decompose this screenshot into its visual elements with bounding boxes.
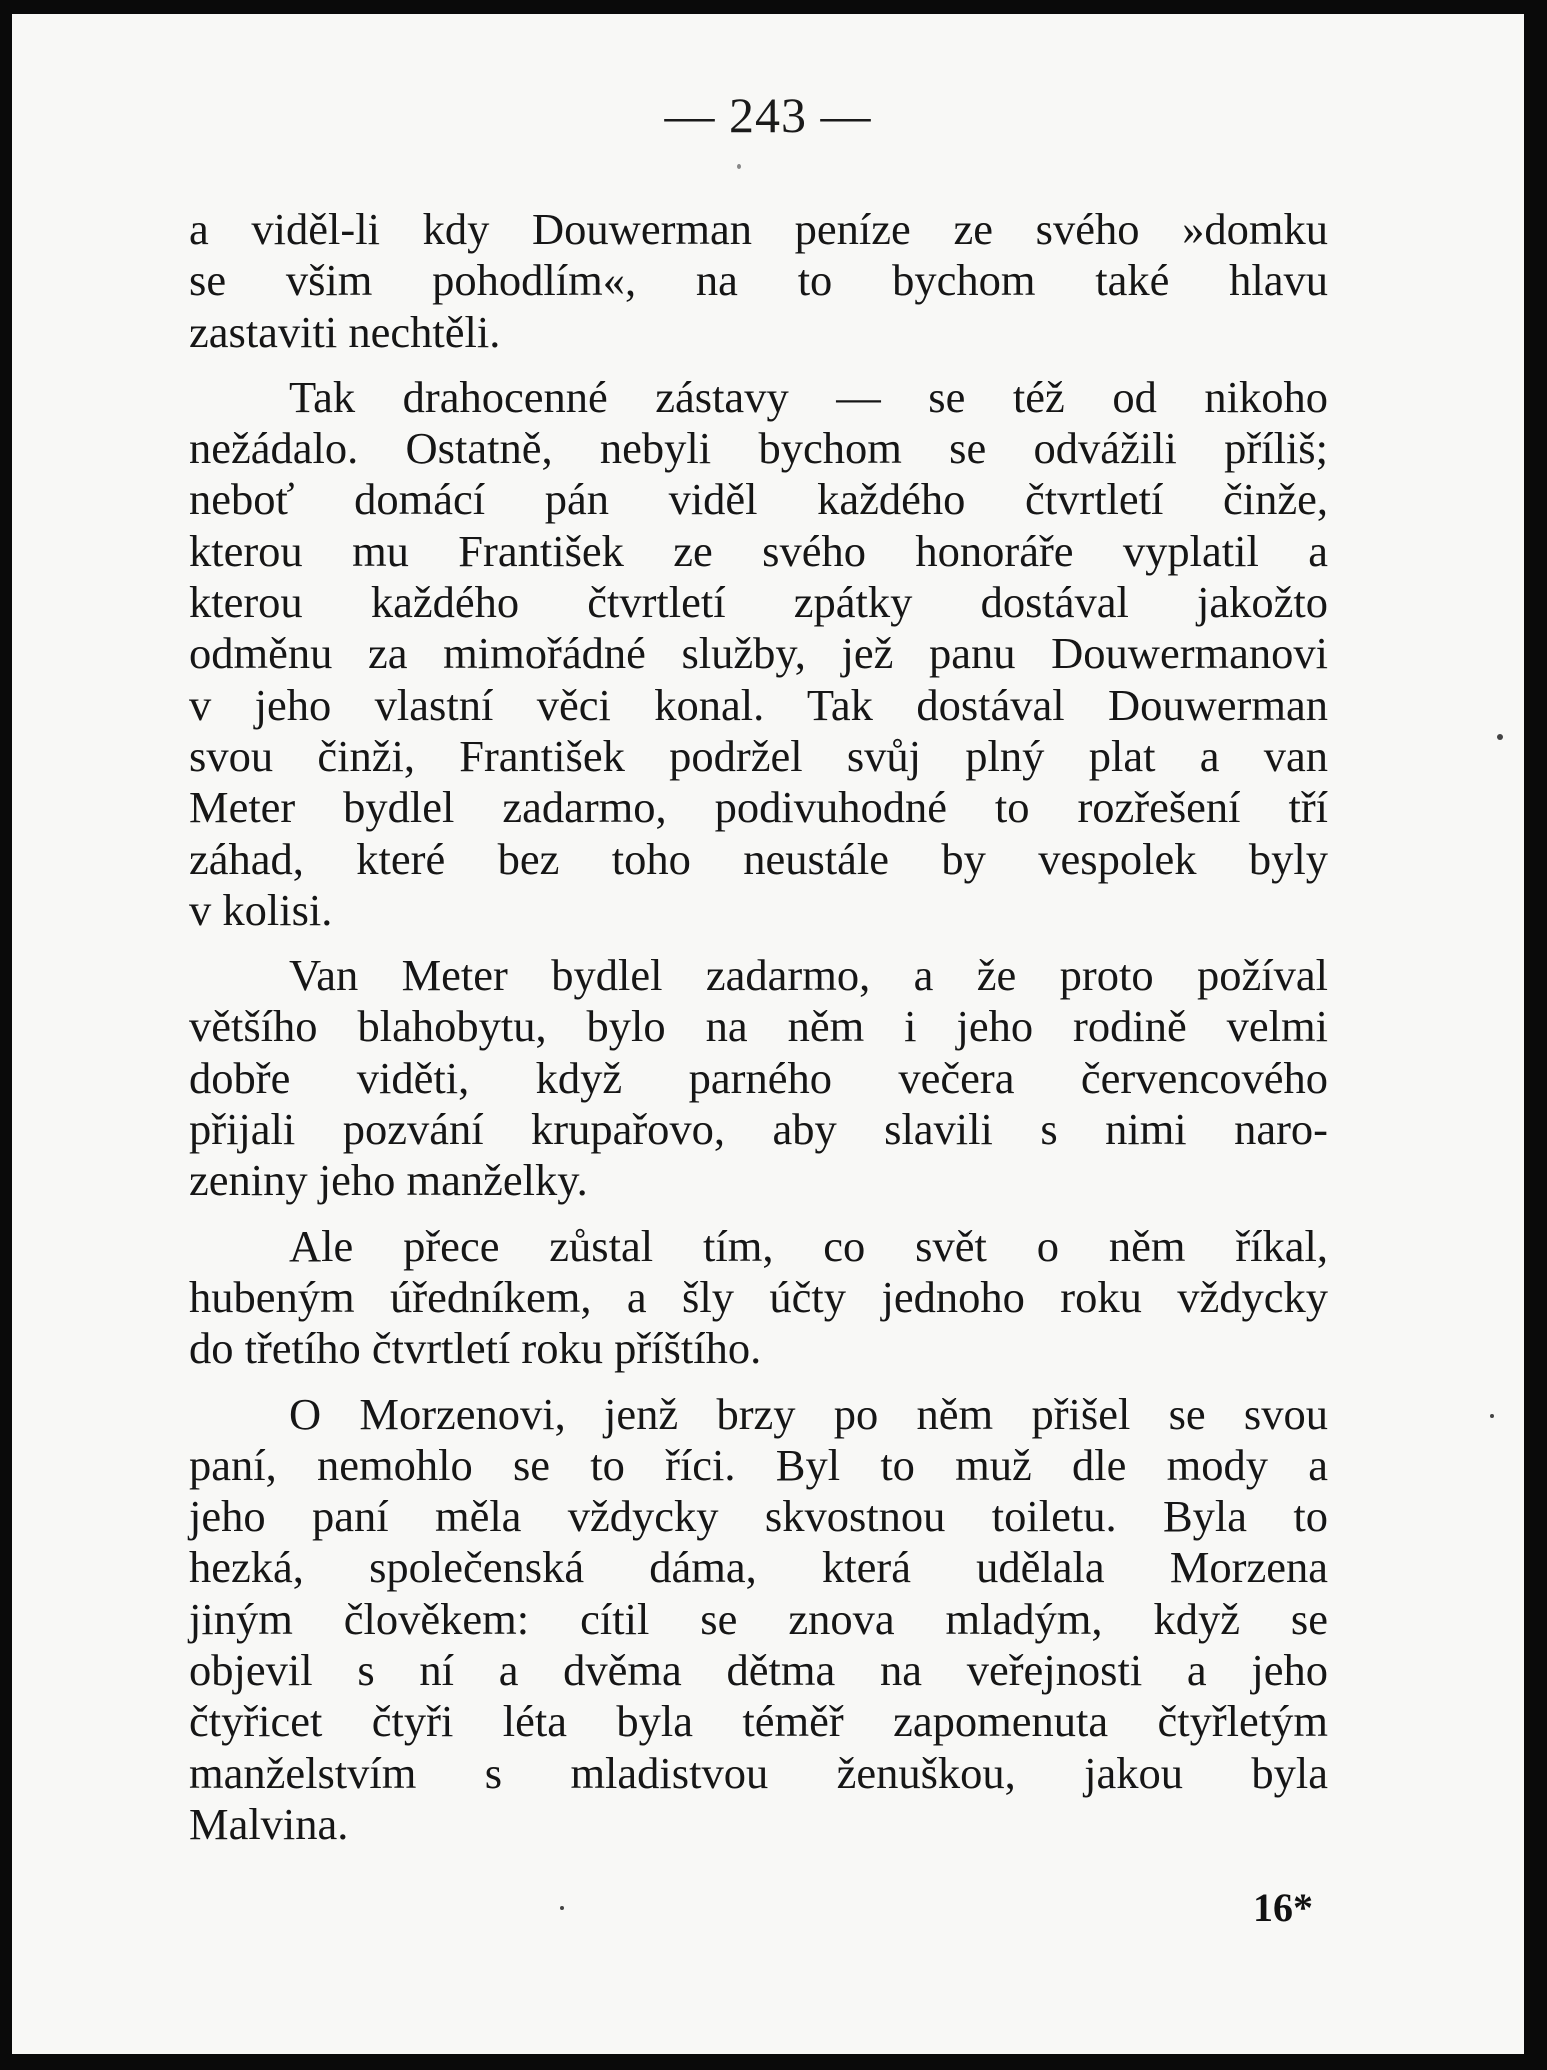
dust-speck bbox=[560, 1906, 564, 1910]
text-line: hubeným úředníkem, a šly účty jednoho roku vždycky bbox=[189, 1271, 1328, 1322]
text-line: svou činži, František podržel svůj plný plat a van bbox=[189, 730, 1328, 781]
text-line: zeniny jeho manželky. bbox=[189, 1155, 588, 1206]
text-line: manželstvím s mladistvou ženuškou, jakou byla bbox=[189, 1747, 1328, 1798]
paragraph bbox=[189, 950, 1328, 1206]
text-line: paní, nemohlo se to říci. Byl to muž dle mody a bbox=[189, 1439, 1328, 1490]
text-line: jeho paní měla vždycky skvostnou toiletu. Byla to bbox=[189, 1491, 1328, 1542]
text-line: hezká, společenská dáma, která udělala Morzena bbox=[189, 1542, 1328, 1593]
paragraph bbox=[189, 1389, 1328, 1851]
paragraph bbox=[189, 372, 1328, 936]
signature-mark: 16* bbox=[1253, 1885, 1313, 1930]
text-line: čtyřicet čtyři léta byla téměř zapomenuta čtyřletým bbox=[189, 1696, 1328, 1747]
text-line: Tak drahocenné zástavy — se též od nikoho bbox=[289, 371, 1328, 422]
text-line: v kolisi. bbox=[189, 884, 333, 935]
dust-speck bbox=[737, 164, 741, 169]
text-line: objevil s ní a dvěma dětma na veřejnosti a jeho bbox=[189, 1645, 1328, 1696]
body-text bbox=[189, 204, 1328, 1864]
text-line: většího blahobytu, bylo na něm i jeho rodině velmi bbox=[189, 1001, 1328, 1052]
page-number: — 243 — bbox=[664, 87, 872, 143]
dust-speck bbox=[1490, 1414, 1494, 1418]
text-line: neboť domácí pán viděl každého čtvrtletí činže, bbox=[189, 474, 1328, 525]
text-line: Ale přece zůstal tím, co svět o něm říkal, bbox=[289, 1220, 1328, 1271]
text-line: do třetího čtvrtletí roku příštího. bbox=[189, 1323, 762, 1374]
paragraph bbox=[189, 1221, 1328, 1375]
text-line: a viděl-li kdy Douwerman peníze ze svého »domku bbox=[189, 204, 1328, 254]
text-line: zastaviti nechtěli. bbox=[189, 306, 501, 357]
text-line: kterou mu František ze svého honoráře vyplatil a bbox=[189, 525, 1328, 576]
text-line: Van Meter bydlel zadarmo, a že proto požíval bbox=[289, 950, 1328, 1001]
text-line: O Morzenovi, jenž brzy po něm přišel se svou bbox=[289, 1388, 1328, 1439]
text-line: se všim pohodlím«, na to bychom také hlavu bbox=[189, 255, 1328, 306]
text-line: nežádalo. Ostatně, nebyli bychom se odvážili příliš; bbox=[189, 423, 1328, 474]
text-line: jiným člověkem: cítil se znova mladým, když se bbox=[189, 1593, 1328, 1644]
text-line: kterou každého čtvrtletí zpátky dostával jakožto bbox=[189, 577, 1328, 628]
paragraph bbox=[189, 204, 1328, 358]
text-line: záhad, které bez toho neustále by vespolek byly bbox=[189, 833, 1328, 884]
text-line: v jeho vlastní věci konal. Tak dostával Douwerman bbox=[189, 679, 1328, 730]
book-page bbox=[12, 14, 1524, 2054]
text-line: odměnu za mimořádné služby, jež panu Douwermanovi bbox=[189, 628, 1328, 679]
text-line: Meter bydlel zadarmo, podivuhodné to rozřešení tří bbox=[189, 782, 1328, 833]
dust-speck bbox=[1497, 734, 1503, 740]
text-line: přijali pozvání krupařovo, aby slavili s nimi naro- bbox=[189, 1104, 1328, 1155]
text-line: dobře viděti, když parného večera červencového bbox=[189, 1052, 1328, 1103]
text-line: Malvina. bbox=[189, 1798, 349, 1849]
